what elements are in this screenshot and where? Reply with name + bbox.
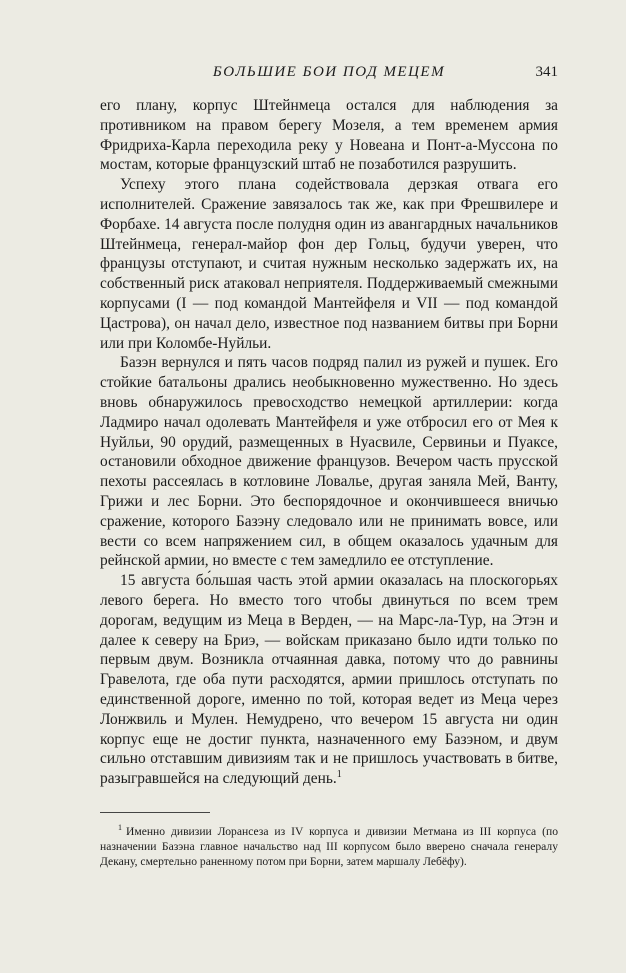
paragraph-continuation: его плану, корпус Штейнмеца остался для наблюдения за противником на правом берегу Мозеля, а тем временем армия Фридриха-Карла переходила реку у Новеана и Понт-а-Муссона по мостам, которые французский штаб не позаботился разрушить. [100, 97, 558, 174]
paragraph [100, 571, 558, 789]
paragraph: Успеху этого плана содействовала дерзкая отвага его исполнителей. Сражение завязалось так же, как при Фрешвилере и Форбахе. 14 августа после полудня один из авангардных начальников Штейнмеца, генерал-майор фон дер Гольц, будучи уверен, что французы отступают, и считая нужным несколько задержать их, на собственный риск атаковал неприятеля. Поддерживаемый смежными корпусами (I — под командой Мантейфеля и VII — под командой Цастрова), он начал дело, известное под названием битвы при Борни или при Коломбе-Нуйльи. [100, 176, 558, 352]
page-number: 341 [535, 64, 558, 80]
footnote-marker: 1 [336, 768, 342, 780]
main-text [100, 96, 558, 789]
page-header [100, 64, 558, 88]
footnote-text: Именно дивизии Лорансеза из IV корпуса и дивизии Метмана из III корпуса (по назначении Базэна главное начальство над III корпусом было вверено сначала генералу Декану, смертельно раненному потом при Борни, затем маршалу Лебёфу). [100, 825, 558, 868]
footnote [100, 824, 558, 869]
footnote-number: 1 [118, 823, 122, 833]
paragraph: Базэн вернулся и пять часов подряд палил из ружей и пушек. Его стойкие батальоны дрались необыкновенно мужественно. Но здесь вновь обнаружилось превосходство немецкой артиллерии: когда Ладмиро начал одолевать Мантейфеля и уже отбросил его от Мея к Нуйльи, 90 орудий, размещенных в Нуасвиле, Сервиньи и Пуаксе, остановили обходное движение французов. Вечером часть прусской пехоты рассеялась в котловине Ловалье, другая заняла Мей, Ванту, Грижи и лес Борни. Это беспорядочное и окончившееся вничью сражение, которого Базэну следовало или не принимать вовсе, или вести со всем напряжением сил, в общем оказалось удачным для рейнской армии, но вместе с тем замедлило ее отступление. [100, 354, 558, 570]
running-title: БОЛЬШИЕ БОИ ПОД МЕЦЕМ [212, 64, 446, 80]
paragraph-text: 15 августа бо́льшая часть этой армии оказалась на плоскогорьях левого берега. Но вместо того чтобы двинуться по всем трем дорогам, ведущим из Меца в Верден, — на Марс-ла-Тур, на Этэн и далее к северу на Бриэ, — войскам приказано было идти только по первым двум. Возникла отчаянная давка, потому что до равнины Гравелота, где оба пути расходятся, армии пришлось отступать по единственной дороге, именно по той, которая ведет из Меца через Лонжвиль и Мулен. Немудрено, что вечером 15 августа ни один корпус еще не достиг пункта, назначенного ему Базэном, и двум сильно отставшим дивизиям так и не пришлось участвовать в битве, разыгравшейся на следующий день. [100, 572, 558, 788]
footnote-rule [100, 812, 210, 813]
